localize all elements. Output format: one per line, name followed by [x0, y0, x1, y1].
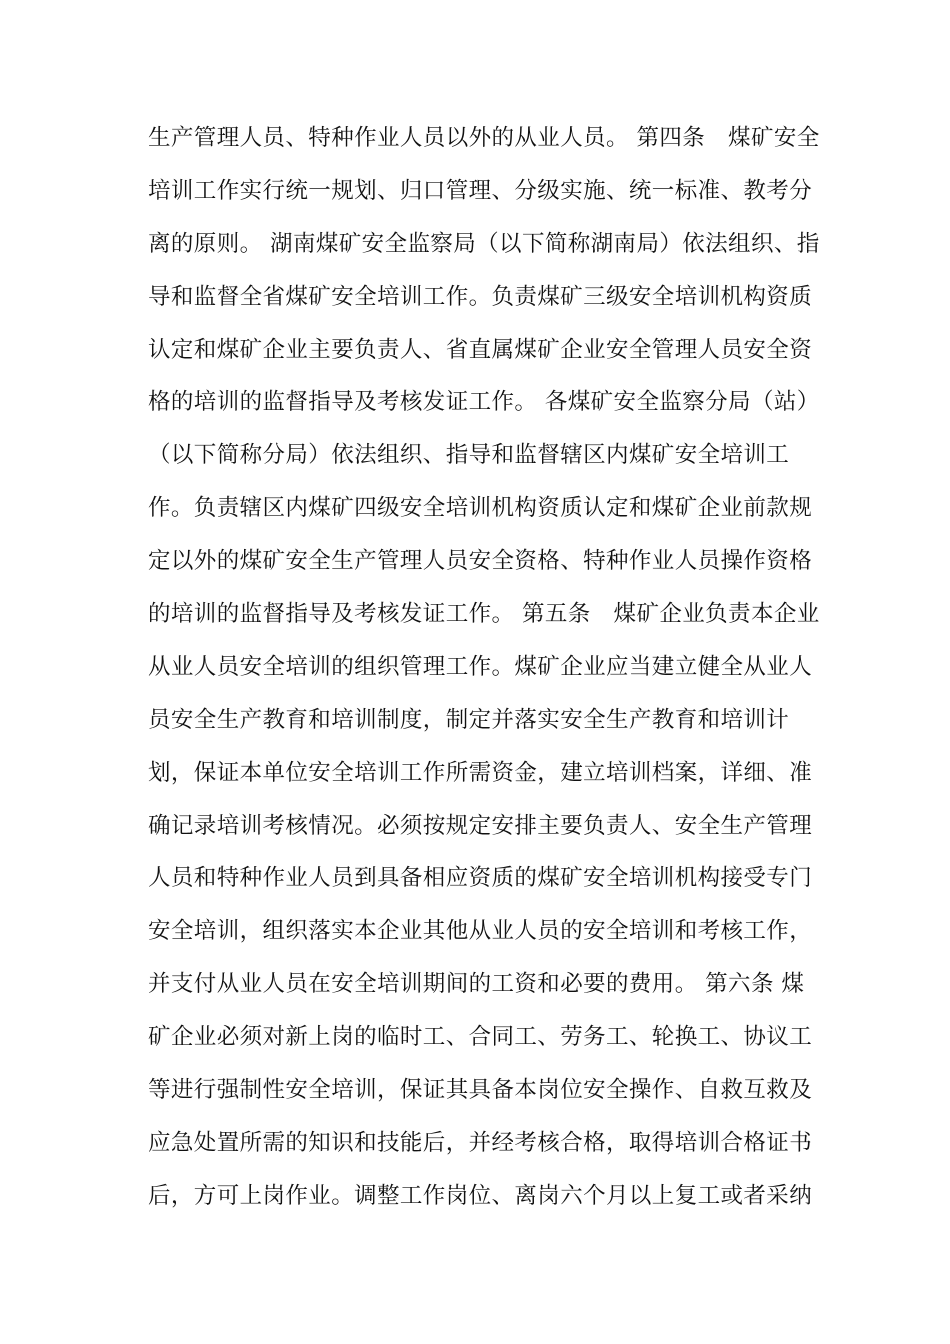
- text-line: 划，保证本单位安全培训工作所需资金，建立培训档案，详细、准: [148, 759, 813, 786]
- text-line: 从业人员安全培训的组织管理工作。煤矿企业应当建立健全从业人: [148, 653, 813, 680]
- text-line: 离的原则。 湖南煤矿安全监察局（以下简称湖南局）依法组织、指: [148, 230, 820, 257]
- text-line: 作。负责辖区内煤矿四级安全培训机构资质认定和煤矿企业前款规: [148, 495, 813, 522]
- text-line: 安全培训，组织落实本企业其他从业人员的安全培训和考核工作，: [148, 918, 813, 945]
- text-line: 生产管理人员、特种作业人员以外的从业人员。 第四条 煤矿安全: [148, 125, 820, 151]
- text-line: 的培训的监督指导及考核发证工作。 第五条 煤矿企业负责本企业: [148, 601, 820, 628]
- text-line: 员安全生产教育和培训制度，制定并落实安全生产教育和培训计: [148, 706, 790, 733]
- text-line: 培训工作实行统一规划、归口管理、分级实施、统一标准、教考分: [148, 177, 813, 204]
- text-line: 等进行强制性安全培训，保证其具备本岗位安全操作、自救互救及: [148, 1077, 813, 1104]
- text-line: 矿企业必须对新上岗的临时工、合同工、劳务工、轮换工、协议工: [148, 1024, 813, 1051]
- text-line: 导和监督全省煤矿安全培训工作。负责煤矿三级安全培训机构资质: [148, 283, 813, 310]
- text-line: 确记录培训考核情况。必须按规定安排主要负责人、安全生产管理: [148, 812, 813, 839]
- text-line: 定以外的煤矿安全生产管理人员安全资格、特种作业人员操作资格: [148, 548, 813, 575]
- text-line: 格的培训的监督指导及考核发证工作。 各煤矿安全监察分局（站）: [148, 389, 820, 416]
- text-line: 并支付从业人员在安全培训期间的工资和必要的费用。 第六条 煤: [148, 971, 805, 998]
- body-text: [148, 116, 818, 1227]
- text-line: 应急处置所需的知识和技能后，并经考核合格，取得培训合格证书: [148, 1129, 813, 1156]
- text-line: 后，方可上岗作业。调整工作岗位、离岗六个月以上复工或者采纳: [148, 1182, 813, 1209]
- text-line: （以下简称分局）依法组织、指导和监督辖区内煤矿安全培训工: [148, 442, 790, 469]
- text-line: 人员和特种作业人员到具备相应资质的煤矿安全培训机构接受专门: [148, 865, 813, 892]
- text-line: 认定和煤矿企业主要负责人、省直属煤矿企业安全管理人员安全资: [148, 336, 813, 363]
